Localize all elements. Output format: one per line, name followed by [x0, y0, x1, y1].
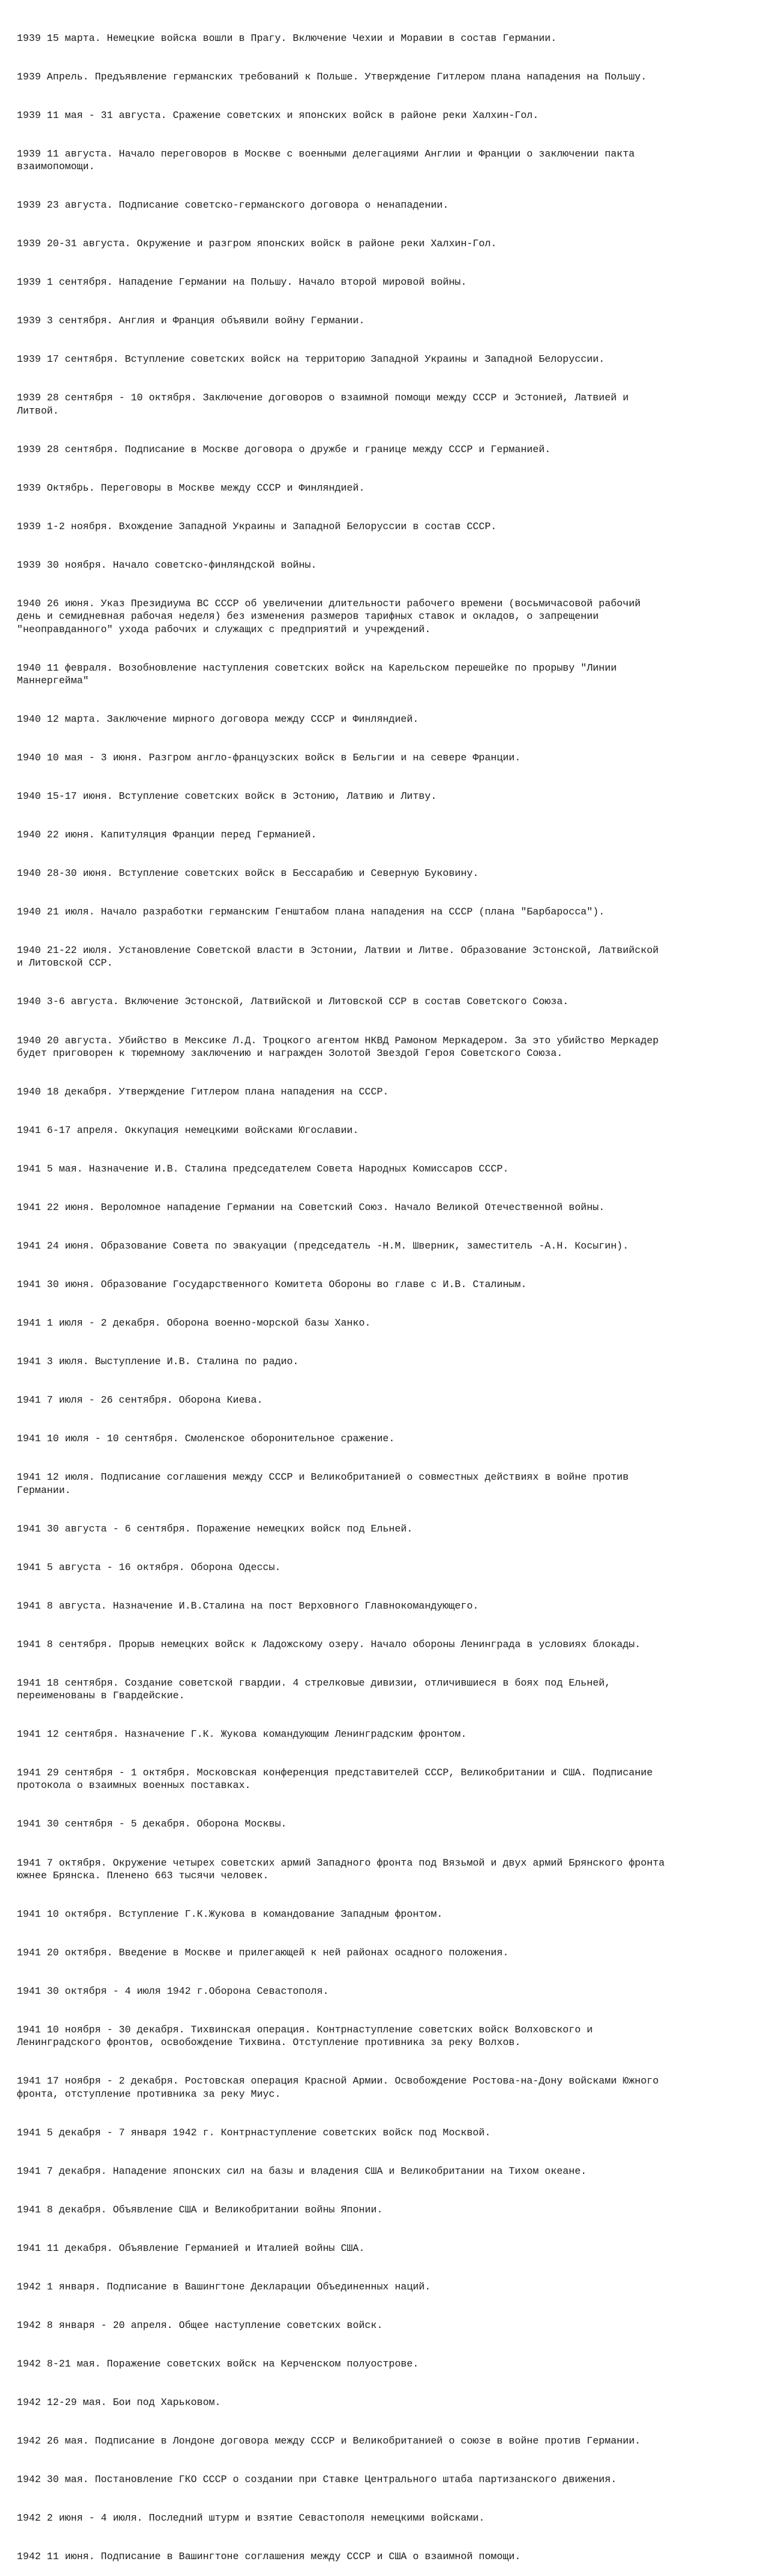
chronology-entry: 1940 10 мая - 3 июня. Разгром англо-французских войск в Бельгии и на севере Франции. [17, 751, 521, 763]
chronology-entry: 1941 18 сентября. Создание советской гвардии. 4 стрелковые дивизии, отличившиеся в боях под Ельней, переименованы в Гвардейские. [17, 1677, 611, 1702]
chronology-entry: 1939 Октябрь. Переговоры в Москве между СССР и Финляндией. [17, 482, 365, 494]
chronology-entry: 1941 30 июня. Образование Государственного Комитета Обороны во главе с И.В. Сталиным. [17, 1279, 527, 1291]
chronology-entry: 1940 15-17 июня. Вступление советских войск в Эстонию, Латвию и Литву. [17, 790, 437, 802]
chronology-entry: 1942 8 января - 20 апреля. Общее наступление советских войск. [17, 2319, 383, 2331]
chronology-entry: 1941 30 сентября - 5 декабря. Оборона Москвы. [17, 1818, 287, 1830]
chronology-entry: 1940 26 июня. Указ Президиума ВС СССР об увеличении длительности рабочего времени (восьмичасовой рабочий день и семидневная рабочая неделя) без изменения размеров тарифных ставок и окладов, о запрещении "неоправданного" ухода рабочих и служащих с предприятий и учреждений. [17, 597, 641, 635]
chronology-entry: 1942 26 мая. Подписание в Лондоне договора между СССР и Великобританией о союзе в войне против Германии. [17, 2435, 641, 2447]
chronology-entry: 1941 10 ноября - 30 декабря. Тихвинская операция. Контрнаступление советских войск Волховского и Ленинградского фронтов, освобождение Тихвина. Отступление противника за реку Волхов. [17, 2023, 593, 2049]
chronology-entry: 1941 11 декабря. Объявление Германией и Италией войны США. [17, 2242, 365, 2254]
chronology-entry: 1939 11 мая - 31 августа. Сражение советских и японских войск в районе реки Халхин-Гол. [17, 109, 539, 121]
chronology-entry: 1941 30 октября - 4 июля 1942 г.Оборона Севастополя. [17, 1985, 329, 1997]
chronology-entry: 1942 11 июня. Подписание в Вашингтоне соглашения между СССР и США о взаимной помощи. [17, 2551, 521, 2563]
chronology-entry: 1942 12-29 мая. Бои под Харьковом. [17, 2396, 221, 2408]
chronology-entry: 1939 15 марта. Немецкие войска вошли в Прагу. Включение Чехии и Моравии в состав Германии. [17, 32, 557, 44]
chronology-entry: 1939 28 сентября. Подписание в Москве договора о дружбе и границе между СССР и Германией. [17, 443, 551, 455]
chronology-entry: 1942 30 мая. Постановление ГКО СССР о создании при Ставке Центрального штаба партизанского движения. [17, 2474, 617, 2485]
chronology-entry: 1941 7 декабря. Нападение японских сил на базы и владения США и Великобритании на Тихом океане. [17, 2165, 587, 2177]
chronology-entry: 1939 17 сентября. Вступление советских войск на территорию Западной Украины и Западной Белоруссии. [17, 353, 605, 365]
chronology-entry: 1939 11 августа. Начало переговоров в Москве с военными делегациями Англии и Франции о заключении пакта взаимопомощи. [17, 147, 635, 173]
chronology-entry: 1941 5 мая. Назначение И.В. Сталина председателем Совета Народных Комиссаров СССР. [17, 1162, 509, 1175]
chronology-entry: 1941 8 сентября. Прорыв немецких войск к Ладожскому озеру. Начало обороны Ленинграда в условиях блокады. [17, 1638, 641, 1650]
chronology-entry: 1940 12 марта. Заключение мирного договора между СССР и Финляндией. [17, 713, 419, 725]
chronology-entry: 1939 1 сентября. Нападение Германии на Польшу. Начало второй мировой войны. [17, 276, 467, 288]
chronology-entry: 1941 6-17 апреля. Оккупация немецкими войсками Югославии. [17, 1124, 359, 1136]
chronology-entry: 1939 20-31 августа. Окружение и разгром японских войск в районе реки Халхин-Гол. [17, 238, 497, 250]
chronology-entry: 1941 30 августа - 6 сентября. Поражение немецких войск под Ельней. [17, 1522, 413, 1535]
chronology-entry: 1942 2 июня - 4 июля. Последний штурм и взятие Севастополя немецкими войсками. [17, 2512, 485, 2524]
chronology-entry: 1941 7 июля - 26 сентября. Оборона Киева. [17, 1394, 263, 1406]
chronology-entry: 1939 23 августа. Подписание советско-германского договора о ненападении. [17, 199, 449, 211]
chronology-entry: 1939 1-2 ноября. Вхождение Западной Украины и Западной Белоруссии в состав СССР. [17, 520, 497, 532]
chronology-entry: 1940 21-22 июля. Установление Советской власти в Эстонии, Латвии и Литве. Образование Эстонской, Латвийской и Литовской ССР. [17, 945, 659, 969]
chronology-entry: 1941 7 октября. Окружение четырех советских армий Западного фронта под Вязьмой и двух армий Брянского фронта южнее Брянска. Пленено 663 тысячи человек. [17, 1857, 665, 1881]
chronology-entry: 1941 10 октября. Вступление Г.К.Жукова в командование Западным фронтом. [17, 1908, 443, 1920]
chronology-entry: 1941 12 сентября. Назначение Г.К. Жукова командующим Ленинградским фронтом. [17, 1728, 467, 1740]
chronology-entry: 1941 1 июля - 2 декабря. Оборона военно-морской базы Ханко. [17, 1317, 371, 1329]
chronology-entry: 1941 3 июля. Выступление И.В. Сталина по радио. [17, 1356, 299, 1368]
chronology-entry: 1941 8 августа. Назначение И.В.Сталина на пост Верховного Главнокомандующего. [17, 1600, 479, 1612]
chronology-entry: 1939 28 сентября - 10 октября. Заключение договоров о взаимной помощи между СССР и Эстонией, Латвией и Литвой. [17, 392, 629, 417]
chronology-entry: 1941 22 июня. Вероломное нападение Германии на Советский Союз. Начало Великой Отечественной войны. [17, 1201, 605, 1213]
chronology-entry: 1941 24 июня. Образование Совета по эвакуации (председатель -Н.М. Шверник, заместитель -А.Н. Косыгин). [17, 1240, 629, 1252]
chronology-entry: 1940 3-6 августа. Включение Эстонской, Латвийской и Литовской ССР в состав Советского Союза. [17, 996, 569, 1008]
chronology-entry: 1941 12 июля. Подписание соглашения между СССР и Великобританией о совместных действиях в войне против Германии. [17, 1471, 629, 1496]
chronology-entry: 1940 28-30 июня. Вступление советских войск в Бессарабию и Северную Буковину. [17, 867, 479, 880]
chronology-entry: 1941 20 октября. Введение в Москве и прилегающей к ней районах осадного положения. [17, 1946, 509, 1958]
chronology-entry: 1941 5 декабря - 7 января 1942 г. Контрнаступление советских войск под Москвой. [17, 2126, 491, 2138]
chronology-entry: 1940 22 июня. Капитуляция Франции перед Германией. [17, 829, 317, 840]
chronology-entry: 1939 30 ноября. Начало советско-финляндской войны. [17, 559, 317, 571]
chronology-entry: 1941 17 ноября - 2 декабря. Ростовская операция Красной Армии. Освобождение Ростова-на-Дону войсками Южного фронта, отступление противника за реку Миус. [17, 2075, 659, 2100]
chronology-entry: 1940 18 декабря. Утверждение Гитлером плана нападения на СССР. [17, 1085, 389, 1097]
chronology-entry: 1939 Апрель. Предъявление германских требований к Польше. Утверждение Гитлером плана нападения на Польшу. [17, 70, 647, 82]
chronology-entry: 1942 8-21 мая. Поражение советских войск на Керченском полуострове. [17, 2357, 419, 2370]
chronology-entry: 1941 10 июля - 10 сентября. Смоленское оборонительное сражение. [17, 1433, 395, 1445]
chronology-entry: 1940 21 июля. Начало разработки германским Генштабом плана нападения на СССР (плана "Барбаросса"). [17, 906, 605, 918]
chronology-entry: 1942 1 января. Подписание в Вашингтоне Декларации Объединенных наций. [17, 2280, 431, 2292]
chronology-entry: 1940 20 августа. Убийство в Мексике Л.Д. Троцкого агентом НКВД Рамоном Меркадером. За это убийство Меркадер будет приговорен к тюремному заключению и награжден Золотой Звездой Героя Советского Союза. [17, 1034, 659, 1059]
chronology-entry: 1940 11 февраля. Возобновление наступления советских войск на Карельском перешейке по прорыву "Линии Маннергейма" [17, 662, 617, 686]
chronology-entry: 1941 29 сентября - 1 октября. Московская конференция представителей СССР, Великобритании и США. Подписание протокола о взаимных военных поставках. [17, 1767, 653, 1792]
chronology-entry: 1939 3 сентября. Англия и Франция объявили войну Германии. [17, 315, 365, 327]
chronology-entry: 1941 8 декабря. Объявление США и Великобритании войны Японии. [17, 2203, 383, 2215]
chronology-entry: 1941 5 августа - 16 октября. Оборона Одессы. [17, 1561, 281, 1573]
